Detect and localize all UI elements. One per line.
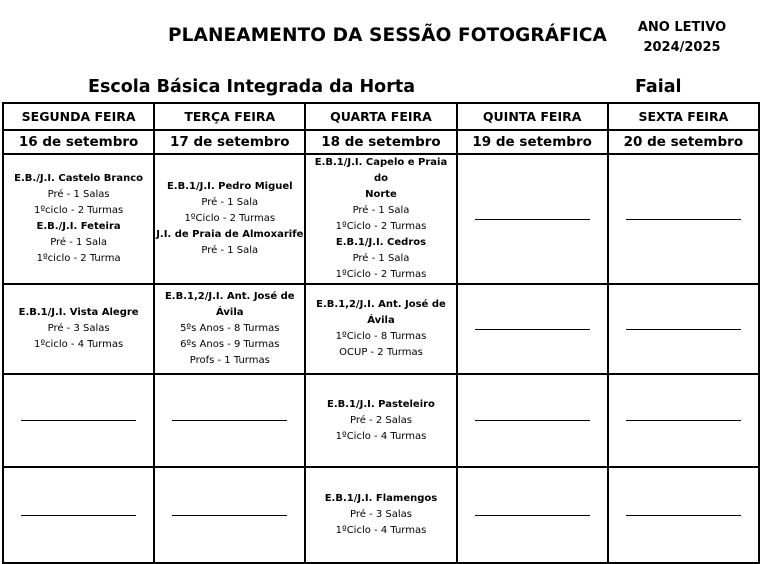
schedule-cell [3, 284, 154, 374]
school-name: Escola Básica Integrada da Horta [88, 77, 416, 97]
school-name-line: J.I. de Praia de Almoxarife [156, 229, 304, 240]
school-entry [4, 171, 153, 267]
day-header-friday: SEXTA FEIRA [608, 103, 759, 130]
blank-line [475, 219, 590, 220]
document-title: PLANEAMENTO DA SESSÃO FOTOGRÁFICA [168, 25, 607, 46]
school-name-line: E.B.1/J.I. Capelo e Praia do [314, 157, 448, 184]
day-header-thursday: QUINTA FEIRA [457, 103, 608, 130]
schedule-cell [457, 467, 608, 563]
blank-line [475, 515, 590, 516]
date-wednesday: 18 de setembro [305, 130, 456, 154]
class-count-line: OCUP - 2 Turmas [339, 347, 423, 358]
school-year [628, 18, 736, 58]
school-entry [306, 491, 455, 539]
class-count-line: Pré - 1 Salas [47, 189, 110, 200]
schedule-cell [305, 154, 456, 284]
schedule-cell [3, 154, 154, 284]
blank-line [172, 420, 287, 421]
day-header-tuesday: TERÇA FEIRA [154, 103, 305, 130]
school-year-label: ANO LETIVO [637, 20, 727, 35]
schedule-cell [608, 284, 759, 374]
schedule-row [3, 284, 759, 374]
school-name-line: Ávila [216, 307, 244, 318]
schedule-row [3, 154, 759, 284]
class-count-line: 1ºCiclo - 8 Turmas [335, 331, 427, 342]
date-monday: 16 de setembro [3, 130, 154, 154]
school-name-line: E.B.1,2/J.I. Ant. José de [164, 291, 295, 302]
class-count-line: 6ºs Anos - 9 Turmas [180, 339, 280, 350]
schedule-cell [3, 467, 154, 563]
date-friday: 20 de setembro [608, 130, 759, 154]
schedule-cell [154, 374, 305, 467]
day-header-row [3, 103, 759, 130]
class-count-line: Profs - 1 Turmas [189, 355, 270, 366]
class-count-line: Pré - 1 Sala [352, 253, 410, 264]
school-entry [155, 179, 304, 259]
schedule-cell [154, 154, 305, 284]
school-entry [4, 305, 153, 353]
class-count-line: 5ºs Anos - 8 Turmas [180, 323, 280, 334]
school-year-value: 2024/2025 [643, 40, 721, 55]
date-tuesday: 17 de setembro [154, 130, 305, 154]
schedule-table [2, 102, 760, 564]
class-count-line: 1ºCiclo - 2 Turmas [335, 221, 427, 232]
schedule-cell [154, 467, 305, 563]
school-entry [306, 155, 455, 283]
blank-line [626, 515, 741, 516]
class-count-line: Pré - 1 Sala [352, 205, 410, 216]
class-count-line: 1ºCiclo - 4 Turmas [335, 430, 427, 442]
blank-line [626, 219, 741, 220]
class-count-line: 1ºciclo - 2 Turmas [33, 205, 124, 216]
class-count-line: Pré - 1 Sala [201, 245, 259, 256]
school-name-line: E.B.1/J.I. Cedros [335, 237, 427, 248]
schedule-cell [457, 284, 608, 374]
schedule-cell [457, 374, 608, 467]
school-name-line: E.B.1/J.I. Pedro Miguel [166, 181, 293, 192]
school-name-line: E.B.1/J.I. Pasteleiro [326, 398, 435, 410]
class-count-line: Pré - 3 Salas [349, 509, 412, 520]
blank-line [475, 420, 590, 421]
school-name-line: E.B.1/J.I. Vista Alegre [18, 307, 139, 318]
schedule-cell [305, 467, 456, 563]
blank-line [475, 329, 590, 330]
blank-line [626, 420, 741, 421]
class-count-line: 1ºciclo - 2 Turma [36, 253, 121, 264]
school-entry [155, 289, 304, 369]
blank-line [626, 329, 741, 330]
school-name-line: Ávila [367, 315, 395, 326]
schedule-row [3, 467, 759, 563]
day-header-monday: SEGUNDA FEIRA [3, 103, 154, 130]
schedule-cell [3, 374, 154, 467]
school-name-line: E.B./J.I. Castelo Branco [14, 173, 143, 184]
schedule-row [3, 374, 759, 467]
schedule-cell [305, 374, 456, 467]
school-name-line: Norte [365, 189, 397, 200]
island-name: Faial [635, 77, 682, 97]
schedule-cell [154, 284, 305, 374]
class-count-line: 1ºCiclo - 4 Turmas [335, 525, 427, 536]
blank-line [172, 515, 287, 516]
schedule-cell [457, 154, 608, 284]
class-count-line: 1ºCiclo - 2 Turmas [184, 213, 276, 224]
day-header-wednesday: QUARTA FEIRA [305, 103, 456, 130]
schedule-cell [305, 284, 456, 374]
blank-line [21, 420, 136, 421]
class-count-line: Pré - 2 Salas [349, 414, 412, 426]
class-count-line: 1ºCiclo - 2 Turmas [335, 269, 427, 280]
date-row [3, 130, 759, 154]
class-count-line: 1ºciclo - 4 Turmas [33, 339, 124, 350]
schedule-cell [608, 467, 759, 563]
class-count-line: Pré - 1 Sala [201, 197, 259, 208]
school-name-line: E.B.1,2/J.I. Ant. José de [316, 299, 446, 310]
date-thursday: 19 de setembro [457, 130, 608, 154]
school-entry [306, 297, 455, 361]
school-name-line: E.B./J.I. Feteira [36, 221, 121, 232]
school-entry [306, 397, 455, 445]
class-count-line: Pré - 3 Salas [47, 323, 110, 334]
schedule-cell [608, 374, 759, 467]
blank-line [21, 515, 136, 516]
schedule-cell [608, 154, 759, 284]
school-name-line: E.B.1/J.I. Flamengos [324, 493, 438, 504]
class-count-line: Pré - 1 Sala [50, 237, 107, 248]
